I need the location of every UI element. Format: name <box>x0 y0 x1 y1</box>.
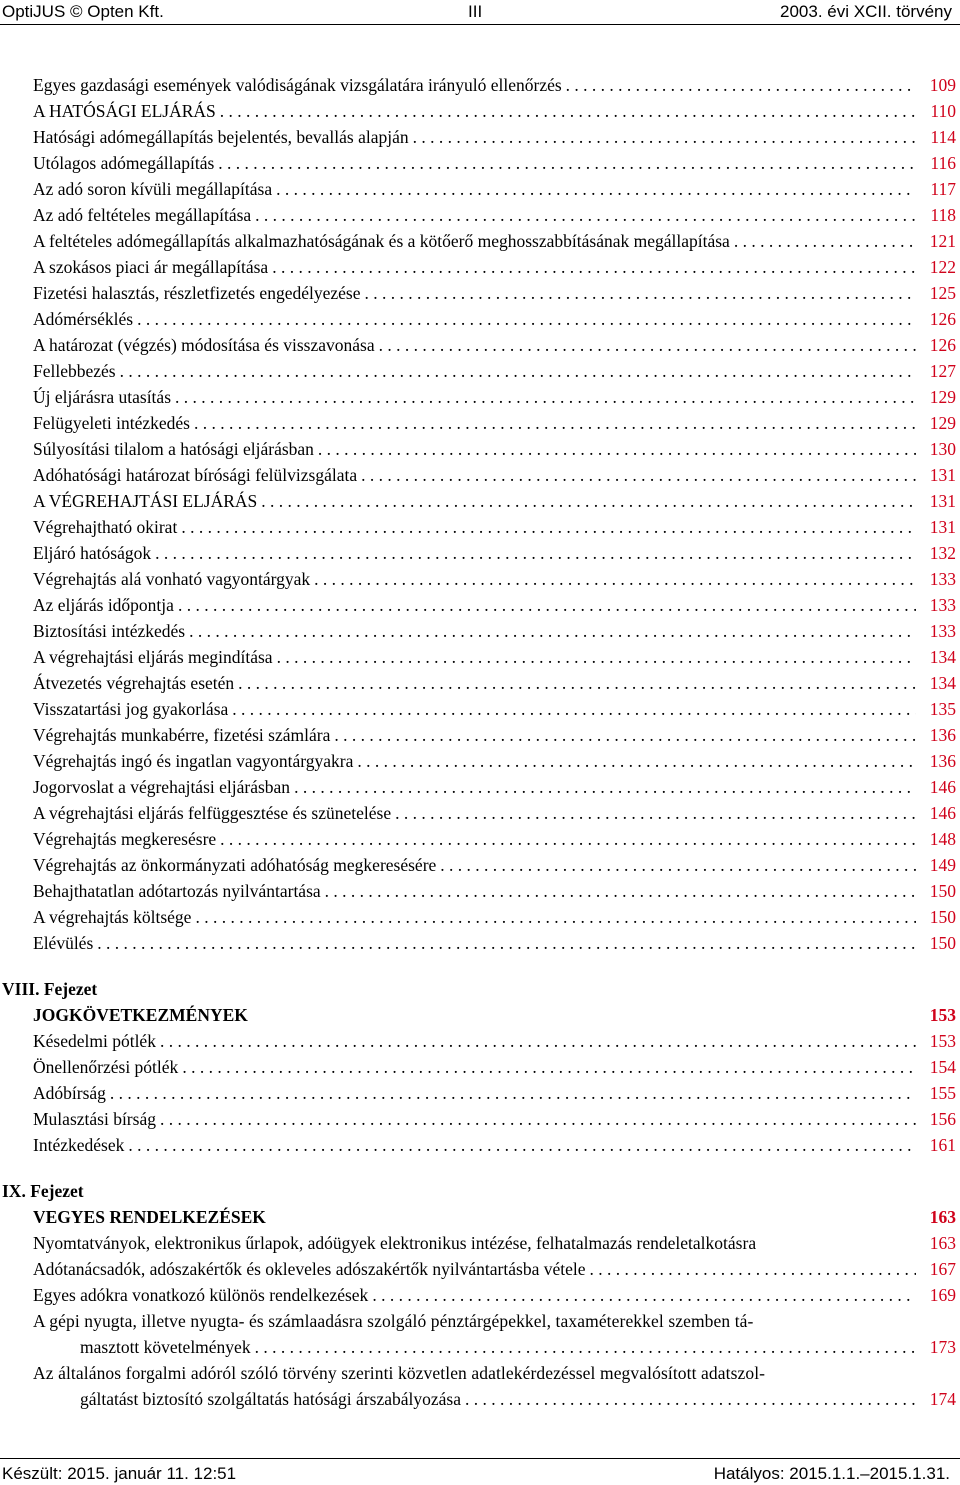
footer-created: Készült: 2015. január 11. 12:51 <box>2 1464 237 1483</box>
dot-leader <box>160 1106 916 1132</box>
dot-leader <box>318 436 916 462</box>
toc-entry[interactable] <box>0 670 960 696</box>
dot-leader <box>413 124 916 150</box>
toc-entry-title: Hatósági adómegállapítás bejelentés, bevallás alapján <box>33 127 409 147</box>
toc-entry[interactable] <box>0 410 960 436</box>
toc-entry-title: A feltételes adómegállapítás alkalmazhatóságának és a kötőerő meghosszabbításának megállapítása <box>33 231 730 251</box>
toc-entry-page: 125 <box>929 283 956 303</box>
dot-leader <box>261 488 916 514</box>
toc-entry[interactable] <box>0 800 960 826</box>
toc-entry-title: Egyes adókra vonatkozó különös rendelkezések <box>33 1285 369 1305</box>
toc-entry-title: Mulasztási bírság <box>33 1109 156 1129</box>
toc-entry[interactable] <box>0 618 960 644</box>
toc-entry-title: Késedelmi pótlék <box>33 1031 156 1051</box>
toc-entry-page: 146 <box>929 803 956 823</box>
page-header <box>0 2 960 25</box>
toc-entry-page: 163 <box>929 1233 956 1253</box>
toc-entry-page: 126 <box>929 335 956 355</box>
toc-entry-page: 150 <box>929 933 956 953</box>
toc-entry-title: Visszatartási jog gyakorlása <box>33 699 229 719</box>
toc-entry[interactable] <box>0 722 960 748</box>
dot-leader <box>272 254 916 280</box>
toc-entry-title: Fellebbezés <box>33 361 116 381</box>
dot-leader <box>128 1132 916 1158</box>
toc-entry-title: A végrehajtási eljárás megindítása <box>33 647 273 667</box>
toc-entry-title-line1: Az általános forgalmi adóról szóló törvény szerinti közvetlen adatlekérdezéssel megvalósított adatszol- <box>33 1363 766 1383</box>
toc-entry-title-line2: masztott követelmények <box>80 1337 251 1357</box>
toc-entry-page: 150 <box>929 907 956 927</box>
header-page-number: III <box>468 2 483 21</box>
toc-entry-page: 154 <box>929 1057 956 1077</box>
dot-leader <box>220 98 916 124</box>
dot-leader <box>181 514 916 540</box>
dot-leader <box>110 1080 916 1106</box>
dot-leader <box>361 462 916 488</box>
chapter-page: 163 <box>929 1207 956 1227</box>
dot-leader <box>379 332 916 358</box>
toc-entry[interactable] <box>0 332 960 358</box>
dot-leader <box>255 1334 916 1360</box>
toc-entry-title: Elévülés <box>33 933 94 953</box>
toc-entry-page: 148 <box>929 829 956 849</box>
toc-entry-title: Végrehajtás az önkormányzati adóhatóság megkeresésére <box>33 855 437 875</box>
header-law-title: 2003. évi XCII. törvény <box>780 2 952 21</box>
dot-leader <box>175 384 916 410</box>
toc-entry-title: Végrehajtás alá vonható vagyontárgyak <box>33 569 311 589</box>
toc-entry[interactable] <box>0 644 960 670</box>
toc-entry-title: A szokásos piaci ár megállapítása <box>33 257 269 277</box>
toc-entry-page: 127 <box>929 361 956 381</box>
toc-entry-page: 122 <box>929 257 956 277</box>
toc-entry-page: 110 <box>930 101 956 121</box>
toc-entry-page: 131 <box>929 491 956 511</box>
toc-entry-page: 169 <box>929 1285 956 1305</box>
toc-entry[interactable] <box>0 540 960 566</box>
toc-entry[interactable] <box>0 930 960 956</box>
toc-entry[interactable] <box>0 696 960 722</box>
dot-leader <box>590 1256 917 1282</box>
toc-entry[interactable] <box>0 514 960 540</box>
toc-entry-title: A végrehajtási eljárás felfüggesztése és szünetelése <box>33 803 392 823</box>
toc-entry-title: Súlyosítási tilalom a hatósági eljárásban <box>33 439 314 459</box>
toc-entry-page: 121 <box>929 231 956 251</box>
dot-leader <box>178 592 916 618</box>
toc-entry-page: 126 <box>929 309 956 329</box>
dot-leader <box>276 176 916 202</box>
toc-entry-page: 118 <box>930 205 956 225</box>
toc-entry-page: 136 <box>929 751 956 771</box>
toc-entry[interactable] <box>0 202 960 228</box>
toc-entry-page: 131 <box>929 465 956 485</box>
toc-entry[interactable] <box>0 72 960 98</box>
toc-entry-page: 136 <box>929 725 956 745</box>
toc-entry[interactable] <box>0 462 960 488</box>
dot-leader <box>218 150 916 176</box>
table-of-contents <box>0 72 960 1412</box>
toc-entry-page: 129 <box>929 387 956 407</box>
toc-entry-page: 153 <box>929 1031 956 1051</box>
toc-entry[interactable] <box>0 852 960 878</box>
dot-leader <box>97 930 916 956</box>
dot-leader <box>232 696 916 722</box>
chapter-title-row[interactable] <box>0 1204 960 1230</box>
dot-leader <box>294 774 916 800</box>
toc-entry-title: Adóbírság <box>33 1083 106 1103</box>
toc-entry-page: 135 <box>929 699 956 719</box>
toc-entry-page: 134 <box>929 673 956 693</box>
toc-entry-title: A határozat (végzés) módosítása és visszavonása <box>33 335 375 355</box>
dot-leader <box>189 618 916 644</box>
toc-entry-page: 132 <box>929 543 956 563</box>
toc-entry-page: 134 <box>929 647 956 667</box>
toc-entry-title-line2: gáltatást biztosító szolgáltatás hatósági árszabályozása <box>80 1389 461 1409</box>
toc-entry[interactable] <box>0 904 960 930</box>
toc-entry-title-line1: A gépi nyugta, illetve nyugta- és számlaadásra szolgáló pénztárgépekkel, taxaméterekkel szemben tá- <box>33 1311 754 1331</box>
toc-entry-title: Intézkedések <box>33 1135 125 1155</box>
toc-entry-page: 117 <box>930 179 956 199</box>
toc-entry-page: 133 <box>929 621 956 641</box>
dot-leader <box>182 1054 916 1080</box>
toc-entry-title: Átvezetés végrehajtás esetén <box>33 673 235 693</box>
chapter-label: VIII. Fejezet <box>2 979 98 999</box>
toc-entry-title: A végrehajtás költsége <box>33 907 192 927</box>
toc-entry-page: 161 <box>929 1135 956 1155</box>
toc-entry-title: Új eljárásra utasítás <box>33 387 172 407</box>
toc-entry-page: 130 <box>929 439 956 459</box>
toc-entry-title: Önellenőrzési pótlék <box>33 1057 179 1077</box>
toc-entry-page: 109 <box>929 75 956 95</box>
toc-entry[interactable] <box>0 384 960 410</box>
toc-entry-title: Eljáró hatóságok <box>33 543 152 563</box>
toc-entry-page: 129 <box>929 413 956 433</box>
toc-entry[interactable] <box>0 306 960 332</box>
toc-entry-title: Az eljárás időpontja <box>33 595 174 615</box>
toc-entry[interactable] <box>0 1256 960 1282</box>
toc-entry-title: Fizetési halasztás, részletfizetés engedélyezése <box>33 283 361 303</box>
toc-entry-title: A VÉGREHAJTÁSI ELJÁRÁS <box>33 491 258 511</box>
toc-entry-title: Végrehajtás megkeresésre <box>33 829 217 849</box>
toc-entry-title: Adótanácsadók, adószakértők és okleveles adószakértők nyilvántartásba vétele <box>33 1259 586 1279</box>
chapter-label: IX. Fejezet <box>2 1181 84 1201</box>
toc-entry-page: 156 <box>929 1109 956 1129</box>
toc-entry-multiline[interactable] <box>0 1308 960 1360</box>
toc-entry[interactable] <box>0 1230 960 1256</box>
toc-entry[interactable] <box>0 1106 960 1132</box>
toc-entry[interactable] <box>0 98 960 124</box>
toc-entries <box>0 72 960 956</box>
toc-entry[interactable] <box>0 358 960 384</box>
dot-leader <box>314 566 916 592</box>
toc-entry-title: Adóhatósági határozat bírósági felülvizsgálata <box>33 465 358 485</box>
dot-leader <box>465 1386 916 1412</box>
toc-entry-page: 133 <box>929 569 956 589</box>
toc-entry[interactable] <box>0 566 960 592</box>
toc-entry-page: 167 <box>929 1259 956 1279</box>
toc-entry[interactable] <box>0 592 960 618</box>
toc-entry-title: Az adó soron kívüli megállapítása <box>33 179 273 199</box>
toc-entry-page: 114 <box>930 127 956 147</box>
chapter9-multiline-entries <box>0 1308 960 1412</box>
toc-entry-title-line2-row <box>33 1386 956 1412</box>
toc-entry[interactable] <box>0 878 960 904</box>
toc-entry-page: 133 <box>929 595 956 615</box>
dot-leader <box>137 306 916 332</box>
dot-leader <box>734 228 916 254</box>
dot-leader <box>440 852 916 878</box>
toc-entry-title: Végrehajtható okirat <box>33 517 178 537</box>
toc-entry[interactable] <box>0 436 960 462</box>
toc-entry-title: Nyomtatványok, elektronikus űrlapok, adóügyek elektronikus intézése, felhatalmazás rendeletalkotásra <box>33 1233 757 1253</box>
toc-entry[interactable] <box>0 1282 960 1308</box>
toc-entry-page: 174 <box>929 1389 956 1409</box>
dot-leader <box>155 540 916 566</box>
header-publisher: OptiJUS © Opten Kft. <box>2 2 164 21</box>
toc-entry-title-line2-row <box>33 1334 956 1360</box>
dot-leader <box>194 410 916 436</box>
dot-leader <box>334 722 916 748</box>
spacer <box>0 956 960 976</box>
chapter-title: JOGKÖVETKEZMÉNYEK <box>33 1005 248 1025</box>
dot-leader <box>220 826 916 852</box>
toc-entry[interactable] <box>0 1054 960 1080</box>
dot-leader <box>325 878 916 904</box>
toc-entry-title: Adómérséklés <box>33 309 134 329</box>
toc-entry[interactable] <box>0 748 960 774</box>
toc-entry[interactable] <box>0 1132 960 1158</box>
toc-entry[interactable] <box>0 150 960 176</box>
toc-entry-title: Biztosítási intézkedés <box>33 621 186 641</box>
toc-entry-title: Végrehajtás ingó és ingatlan vagyontárgyakra <box>33 751 354 771</box>
dot-leader <box>277 644 916 670</box>
toc-entry[interactable] <box>0 124 960 150</box>
spacer <box>0 1158 960 1178</box>
toc-entry-title: Behajthatatlan adótartozás nyilvántartása <box>33 881 321 901</box>
toc-entry-page: 146 <box>929 777 956 797</box>
dot-leader <box>255 202 916 228</box>
toc-entry[interactable] <box>0 1080 960 1106</box>
toc-entry[interactable] <box>0 774 960 800</box>
dot-leader <box>160 1028 916 1054</box>
chapter8-entries <box>0 1028 960 1158</box>
toc-entry[interactable] <box>0 176 960 202</box>
dot-leader <box>357 748 916 774</box>
page-footer <box>0 1458 960 1485</box>
dot-leader <box>566 72 916 98</box>
toc-entry-title: Végrehajtás munkabérre, fizetési számlára <box>33 725 331 745</box>
toc-entry[interactable] <box>0 488 960 514</box>
toc-entry-page: 150 <box>929 881 956 901</box>
toc-entry-title: Az adó feltételes megállapítása <box>33 205 252 225</box>
toc-entry[interactable] <box>0 1028 960 1054</box>
toc-entry-title: Felügyeleti intézkedés <box>33 413 190 433</box>
toc-entry[interactable] <box>0 280 960 306</box>
toc-entry-title: Jogorvoslat a végrehajtási eljárásban <box>33 777 291 797</box>
toc-entry-page: 131 <box>929 517 956 537</box>
toc-entry-page: 173 <box>929 1337 956 1357</box>
chapter-title: VEGYES RENDELKEZÉSEK <box>33 1207 266 1227</box>
dot-leader <box>120 358 916 384</box>
footer-effective: Hatályos: 2015.1.1.–2015.1.31. <box>713 1464 950 1483</box>
toc-entry-title: Utólagos adómegállapítás <box>33 153 215 173</box>
toc-entry-page: 149 <box>929 855 956 875</box>
chapter-title-row[interactable] <box>0 1002 960 1028</box>
chapter-page: 153 <box>929 1005 956 1025</box>
toc-entry-multiline[interactable] <box>0 1360 960 1412</box>
dot-leader <box>195 904 916 930</box>
toc-entry-title: A HATÓSÁGI ELJÁRÁS <box>33 101 216 121</box>
toc-entry-page: 116 <box>930 153 956 173</box>
dot-leader <box>238 670 916 696</box>
dot-leader <box>364 280 916 306</box>
toc-entry[interactable] <box>0 254 960 280</box>
toc-entry[interactable] <box>0 826 960 852</box>
toc-entry-title: Egyes gazdasági események valódiságának vizsgálatára irányuló ellenőrzés <box>33 75 562 95</box>
chapter9-entries <box>0 1230 960 1308</box>
dot-leader <box>395 800 916 826</box>
toc-entry-page: 155 <box>929 1083 956 1103</box>
dot-leader <box>372 1282 916 1308</box>
toc-entry[interactable] <box>0 228 960 254</box>
